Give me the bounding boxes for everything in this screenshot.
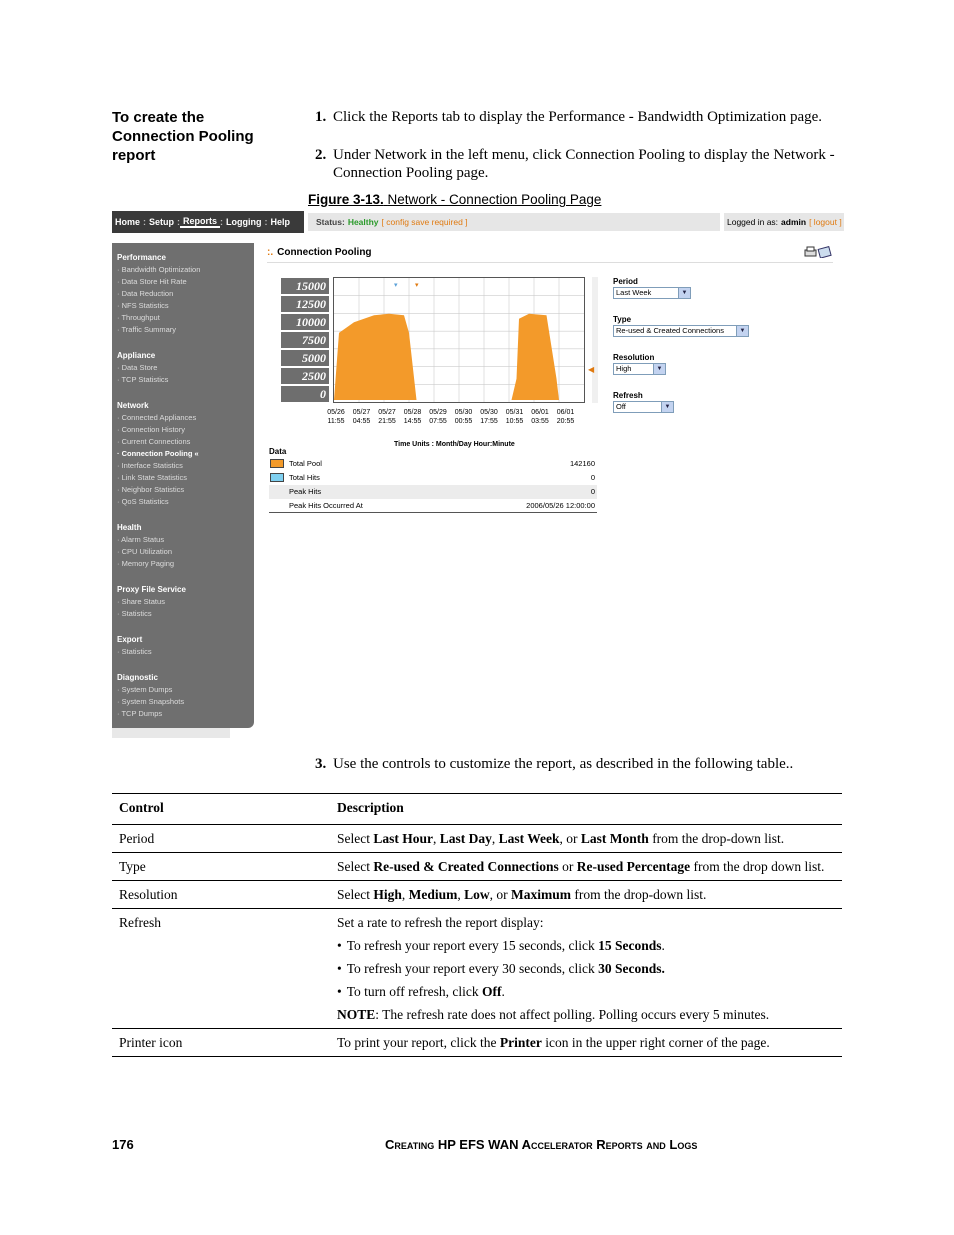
sidebar-group-heading: Health [117, 523, 142, 532]
control-description: Select Last Hour, Last Day, Last Week, or Last Month from the drop-down list. [337, 831, 785, 846]
panel-title [267, 247, 372, 258]
x-tick-time: 17:55 [480, 418, 498, 425]
x-axis-caption: Time Units : Month/Day Hour:Minute [394, 441, 515, 448]
refresh-note: NOTE: The refresh rate does not affect polling. Polling occurs every 5 minutes. [337, 1007, 770, 1022]
data-row-value: 0 [590, 473, 595, 482]
control-name: Type [119, 859, 146, 874]
data-row [269, 471, 597, 485]
status-note-link[interactable]: [ config save required ] [381, 217, 468, 227]
procedure-heading-line: report [112, 147, 156, 164]
chevron-down-icon[interactable]: ▼ [736, 326, 748, 336]
data-heading: Data [269, 447, 287, 456]
sidebar-item[interactable]: · CPU Utilization [117, 547, 173, 556]
data-row-name: Peak Hits [289, 487, 322, 496]
resolution-select[interactable] [613, 363, 666, 375]
sidebar-item[interactable]: · Data Store [117, 363, 158, 372]
data-row-value: 0 [590, 487, 595, 496]
sidebar-item[interactable]: · TCP Statistics [117, 375, 169, 384]
sidebar-item[interactable]: · Traffic Summary [117, 325, 177, 334]
page-number: 176 [112, 1137, 134, 1152]
figure-caption-text: Network - Connection Pooling Page [387, 192, 602, 207]
table-row [112, 853, 842, 881]
sidebar-item[interactable]: · NFS Statistics [117, 301, 169, 310]
period-select[interactable] [613, 287, 691, 299]
data-row [269, 485, 597, 499]
x-tick-time: 00:55 [454, 418, 473, 425]
panel-icons [804, 246, 832, 261]
sidebar-item[interactable]: · Current Connections [117, 437, 191, 446]
figure-caption-label: Figure 3-13. [308, 192, 384, 207]
nav-setup[interactable]: Setup [149, 217, 175, 227]
step-2 [315, 146, 845, 182]
sidebar-item[interactable]: · Throughput [117, 313, 160, 322]
data-row [269, 499, 597, 513]
x-tick-time: 21:55 [378, 418, 396, 425]
login-bar [724, 213, 844, 231]
slider-arrow-icon[interactable]: ◀ [588, 365, 595, 374]
sidebar-item[interactable]: · TCP Dumps [117, 709, 163, 718]
table-row [112, 825, 842, 853]
panel-title-marker: :. [267, 247, 274, 258]
total-pool-area [334, 314, 559, 400]
step-1 [315, 108, 845, 126]
control-description [330, 909, 842, 1029]
sidebar-item[interactable]: · Alarm Status [117, 535, 165, 544]
sidebar-group-heading: Network [117, 401, 149, 410]
x-tick-date: 06/01 [531, 409, 549, 416]
sidebar-item[interactable]: · Link State Statistics [117, 473, 188, 482]
list-item: • To refresh your report every 15 seconds, click 15 Seconds. [337, 937, 835, 954]
y-tick-label: 10000 [281, 314, 329, 330]
legend-swatch [270, 473, 284, 482]
x-tick-label [551, 408, 581, 426]
x-tick-time: 04:55 [352, 418, 371, 425]
x-tick-date: 05/26 [327, 409, 345, 416]
control-name: Resolution [119, 887, 178, 902]
type-select-value: Re-used & Created Connections [616, 326, 724, 335]
chart-canvas [334, 278, 584, 402]
sidebar-item[interactable]: · System Dumps [117, 685, 173, 694]
control-name: Refresh [119, 915, 161, 930]
chevron-down-icon[interactable]: ▼ [678, 288, 690, 298]
connection-pool-chart [333, 277, 585, 403]
procedure-heading [112, 108, 302, 165]
chevron-down-icon[interactable]: ▼ [653, 364, 665, 374]
help-icon[interactable] [818, 247, 831, 258]
period-select-value: Last Week [616, 288, 652, 297]
type-select[interactable] [613, 325, 749, 337]
step-3 [315, 755, 845, 773]
table-header: Control [119, 800, 164, 815]
x-tick-date: 05/29 [429, 409, 447, 416]
marker-icon: ▾ [415, 282, 419, 289]
logout-link[interactable]: [ logout ] [809, 217, 842, 227]
x-tick-date: 05/30 [454, 409, 473, 416]
running-title: Creating HP EFS WAN Accelerator Reports and Logs [385, 1137, 698, 1152]
x-tick-date: 05/30 [480, 409, 498, 416]
x-tick-time: 07:55 [429, 418, 447, 425]
sidebar-item[interactable]: · QoS Statistics [117, 497, 169, 506]
y-tick-label: 2500 [281, 368, 329, 384]
type-label: Type [613, 315, 632, 324]
status-value: Healthy [347, 217, 379, 227]
step-text: Use the controls to customize the report, as described in the following table.. [333, 756, 794, 772]
table-row [112, 909, 842, 1029]
printer-icon[interactable] [805, 247, 816, 256]
table-header-row [112, 794, 842, 825]
status-label: Status: [316, 217, 345, 227]
sidebar-group-heading: Performance [117, 253, 166, 262]
sidebar-footer [112, 728, 230, 738]
sidebar-group-heading: Appliance [117, 351, 156, 360]
step-number: 2. [315, 147, 327, 163]
list-item: • To refresh your report every 30 seconds, click 30 Seconds. [337, 960, 835, 977]
chevron-down-icon[interactable]: ▼ [661, 402, 673, 412]
refresh-intro: Set a rate to refresh the report display: [337, 915, 544, 930]
sidebar-group-heading: Diagnostic [117, 673, 158, 682]
logged-in-label: Logged in as: [727, 217, 779, 227]
sidebar-item[interactable]: · Bandwidth Optimization [117, 265, 201, 274]
figure-caption [308, 192, 601, 207]
data-row-value: 2006/05/26 12:00:00 [526, 501, 595, 510]
sidebar-item[interactable]: · Neighbor Statistics [117, 485, 185, 494]
procedure-heading-line: Connection Pooling [112, 128, 254, 145]
sidebar-item[interactable]: · Statistics [117, 609, 152, 618]
sidebar-item[interactable]: · Statistics [117, 647, 152, 656]
data-row [269, 457, 597, 471]
nav-logging[interactable]: Logging [226, 217, 262, 227]
y-tick-label: 12500 [281, 296, 329, 312]
x-tick-date: 05/28 [403, 409, 422, 416]
nav-home[interactable]: Home [115, 217, 141, 227]
refresh-select-value: Off [616, 402, 626, 411]
sidebar-item[interactable]: · Memory Paging [117, 559, 175, 568]
list-item: • To turn off refresh, click Off. [337, 983, 835, 1000]
table-row [112, 1029, 842, 1057]
control-name: Period [119, 831, 155, 846]
table-header: Description [337, 800, 404, 815]
x-tick-time: 20:55 [556, 418, 575, 425]
sidebar-item[interactable]: · Interface Statistics [117, 461, 183, 470]
step-text: Under Network in the left menu, click Connection Pooling to display the Network - Connection Pooling page. [333, 147, 835, 181]
sidebar-item[interactable]: · Connection History [117, 425, 185, 434]
control-description: To print your report, click the Printer icon in the upper right corner of the page. [337, 1035, 770, 1050]
top-nav: Home : Setup : Reports : Logging : Help [112, 211, 304, 233]
marker-icon: ▾ [394, 282, 398, 289]
sidebar-item[interactable]: · Connection Pooling « [117, 449, 199, 458]
data-row-name: Peak Hits Occurred At [289, 501, 363, 510]
x-tick-time: 10:55 [505, 418, 524, 425]
procedure-heading-line: To create the [112, 109, 205, 126]
sidebar-item[interactable]: · Connected Appliances [117, 413, 197, 422]
x-tick-date: 06/01 [556, 409, 575, 416]
data-row-name: Total Pool [289, 459, 322, 468]
y-tick-label: 0 [281, 386, 329, 402]
control-description: Select Re-used & Created Connections or Re-used Percentage from the drop down list. [337, 859, 825, 874]
panel-title-text: Connection Pooling [277, 247, 372, 258]
data-row-name: Total Hits [289, 473, 320, 482]
table-row [112, 881, 842, 909]
controls-table [112, 793, 842, 1057]
step-number: 3. [315, 756, 327, 772]
x-tick-time: 11:55 [327, 418, 345, 425]
y-tick-label: 7500 [281, 332, 329, 348]
sidebar-item[interactable]: · Share Status [117, 597, 165, 606]
resolution-label: Resolution [613, 353, 655, 362]
control-name: Printer icon [119, 1035, 183, 1050]
refresh-label: Refresh [613, 391, 643, 400]
sidebar-menu [112, 243, 254, 728]
nav-help[interactable]: Help [270, 217, 291, 227]
refresh-options-list [337, 937, 835, 1000]
screenshot-figure [112, 211, 844, 738]
y-tick-label: 5000 [281, 350, 329, 366]
sidebar-group-heading: Proxy File Service [117, 585, 186, 594]
refresh-select[interactable] [613, 401, 674, 413]
period-label: Period [613, 277, 638, 286]
nav-reports[interactable]: Reports [180, 216, 220, 228]
x-tick-time: 14:55 [403, 418, 422, 425]
sidebar-item[interactable]: · Data Reduction [117, 289, 174, 298]
status-bar [308, 213, 720, 231]
control-description: Select High, Medium, Low, or Maximum from the drop-down list. [337, 887, 707, 902]
resolution-select-value: High [616, 364, 632, 373]
chart-scroll-slider[interactable] [588, 277, 598, 403]
x-tick-date: 05/27 [352, 409, 371, 416]
legend-swatch [270, 459, 284, 468]
panel-title-rule [267, 262, 833, 263]
data-row-value: 142160 [569, 459, 595, 468]
x-tick-date: 05/27 [378, 409, 396, 416]
sidebar-item[interactable]: · Data Store Hit Rate [117, 277, 187, 286]
sidebar-group-heading: Export [117, 635, 143, 644]
step-number: 1. [315, 109, 327, 125]
x-tick-date: 05/31 [505, 409, 524, 416]
x-tick-time: 03:55 [531, 418, 549, 425]
y-tick-label: 15000 [281, 278, 329, 294]
step-text: Click the Reports tab to display the Performance - Bandwidth Optimization page. [333, 109, 823, 125]
logged-in-user: admin [781, 217, 807, 227]
sidebar-item[interactable]: · System Snapshots [117, 697, 185, 706]
